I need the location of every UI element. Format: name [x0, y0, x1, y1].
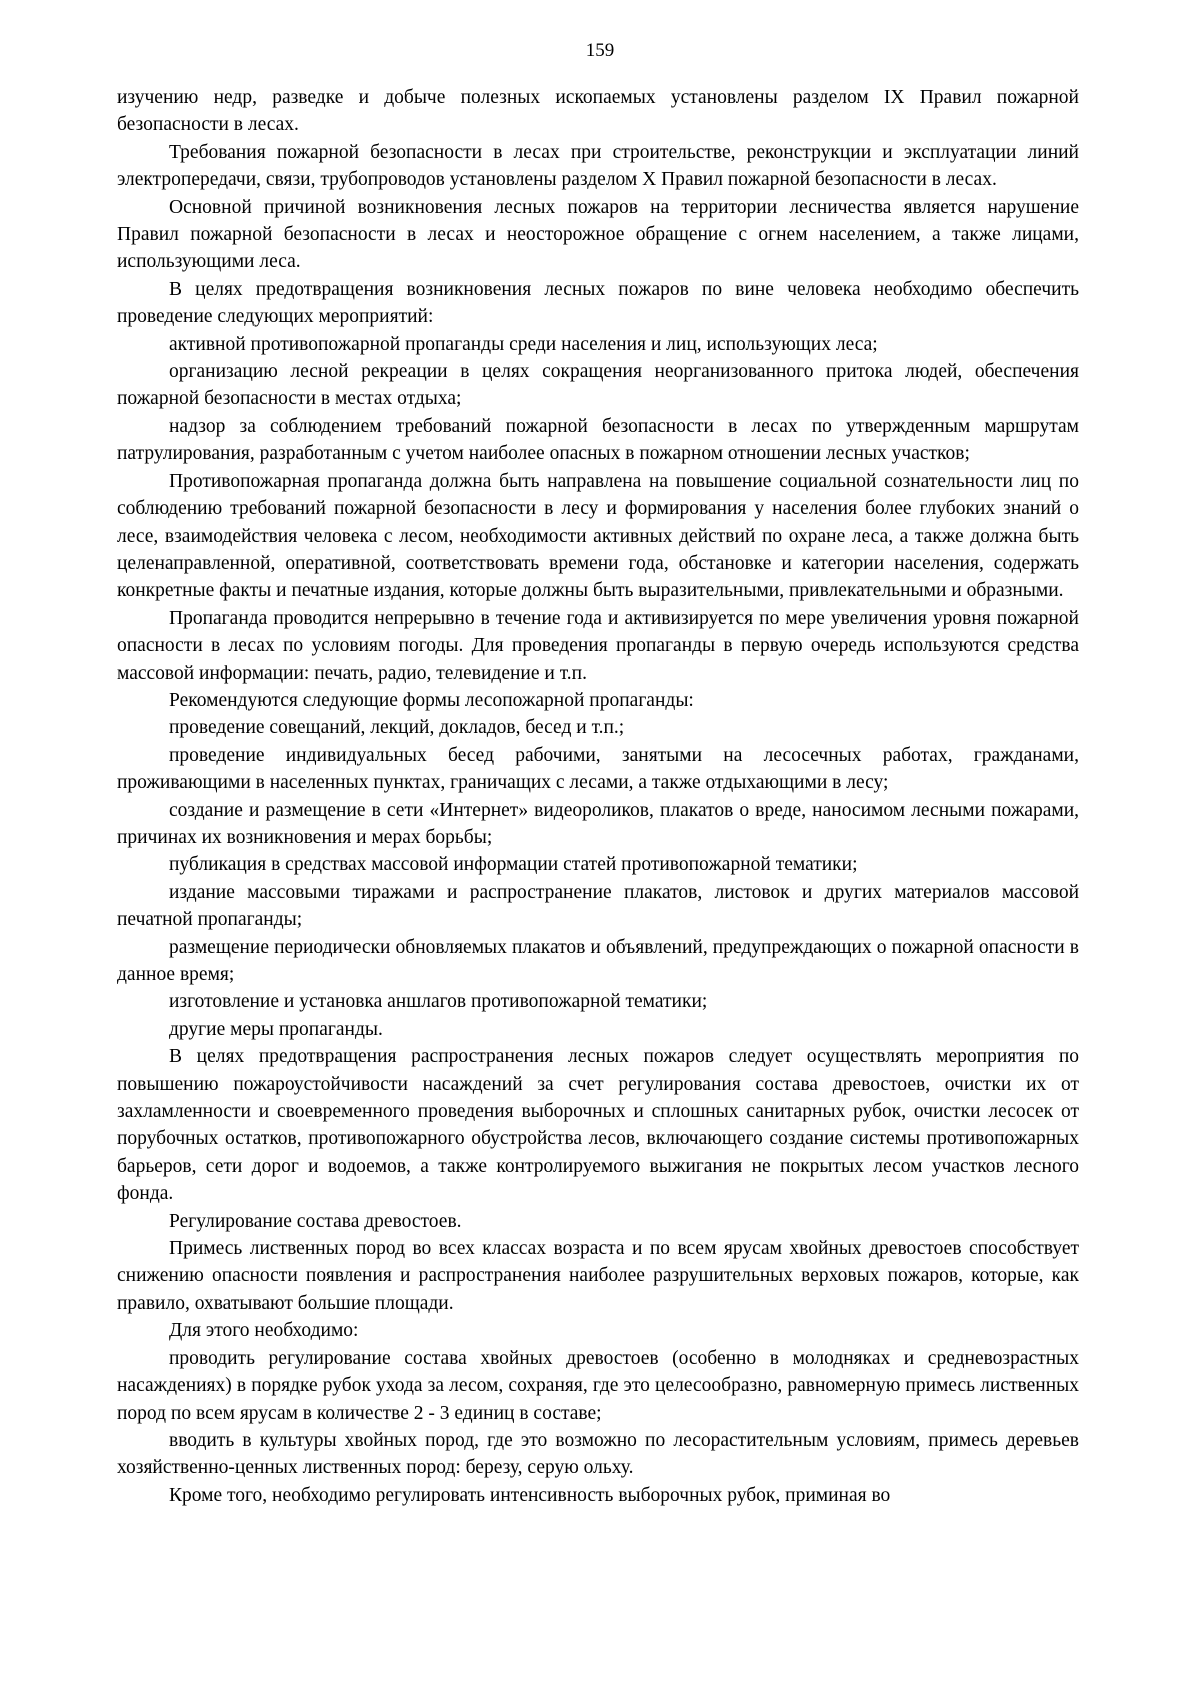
- paragraph-18: другие меры пропаганды.: [169, 1018, 383, 1040]
- paragraph-16: размещение периодически обновляемых плакатов и объявлений, предупреждающих о пожарной опасности в данное время;: [117, 936, 1079, 985]
- paragraph-15: издание массовыми тиражами и распространение плакатов, листовок и других материалов массовой печатной пропаганды;: [117, 881, 1079, 931]
- paragraph-12: проведение индивидуальных бесед рабочими, занятыми на лесосечных работах, гражданами, проживающими в населенных пунктах, граничащих с лесами, а также отдыхающими в лесу;: [117, 744, 1079, 794]
- paragraph-25: Кроме того, необходимо регулировать интенсивность выборочных рубок, приминая во: [169, 1484, 891, 1506]
- paragraph-10: Рекомендуются следующие формы лесопожарной пропаганды:: [169, 689, 694, 711]
- paragraph-6: организацию лесной рекреации в целях сокращения неорганизованного притока людей, обеспечения пожарной безопасности в местах отдыха;: [117, 361, 1079, 410]
- paragraph-4: В целях предотвращения возникновения лесных пожаров по вине человека необходимо обеспечить проведение следующих мероприятий:: [117, 278, 1079, 328]
- paragraph-1: изучению недр, разведке и добыче полезных ископаемых установлены разделом IX Правил пожарной безопасности в лесах.: [117, 87, 1079, 136]
- paragraph-3: Основной причиной возникновения лесных пожаров на территории лесничества является нарушение Правил пожарной безопасности в лесах и неосторожное обращение с огнем населением, а также лицами, использующими леса.: [117, 196, 1079, 273]
- paragraph-22: Для этого необходимо:: [169, 1320, 359, 1342]
- paragraph-19: В целях предотвращения распространения лесных пожаров следует осуществлять мероприятия по повышению пожароустойчивости насаждений за счет регулирования состава древостоев, очистки их от захламленности и своевременного проведения выборочных и сплошных санитарных рубок, очистки лесосек от порубочных остатков, противопожарного обустройства лесов, включающего создание системы противопожарных барьеров, сети дорог и водоемов, а также контролируемого выжигания не покрытых лесом участков лесного фонда.: [117, 1046, 1079, 1205]
- paragraph-23: проводить регулирование состава хвойных древостоев (особенно в молодняках и средневозрастных насаждениях) в порядке рубок ухода за лесом, сохраняя, где это целесообразно, равномерную примесь лиственных пород по всем ярусам в количестве 2 - 3 единиц в составе;: [117, 1347, 1079, 1424]
- paragraph-17: изготовление и установка аншлагов противопожарной тематики;: [169, 991, 708, 1013]
- paragraph-7: надзор за соблюдением требований пожарной безопасности в лесах по утвержденным маршрутам патрулирования, разработанным с учетом наиболее опасных в пожарном отношении лесных участков;: [117, 415, 1079, 465]
- page-number: 159: [585, 40, 615, 61]
- paragraph-14: публикация в средствах массовой информации статей противопожарной тематики;: [169, 854, 858, 876]
- paragraph-20: Регулирование состава древостоев.: [169, 1210, 462, 1232]
- paragraph-2: Требования пожарной безопасности в лесах при строительстве, реконструкции и эксплуатации линий электропередачи, связи, трубопроводов установлены разделом X Правил пожарной безопасности в лесах.: [117, 141, 1079, 191]
- paragraph-9: Пропаганда проводится непрерывно в течение года и активизируется по мере увеличения уровня пожарной опасности в лесах по условиям погоды. Для проведения пропаганды в первую очередь используются средства массовой информации: печать, радио, телевидение и т.п.: [117, 607, 1079, 684]
- paragraph-13: создание и размещение в сети «Интернет» видеороликов, плакатов о вреде, наносимом лесными пожарами, причинах их возникновения и мерах борьбы;: [117, 799, 1079, 848]
- paragraph-5: активной противопожарной пропаганды среди населения и лиц, использующих леса;: [169, 333, 878, 355]
- paragraph-8: Противопожарная пропаганда должна быть направлена на повышение социальной сознательности лиц по соблюдению требований пожарной безопасности в лесу и формирования у населения более глубоких знаний о лесе, взаимодействия человека с лесом, необходимости активных действий по охране леса, а также должна быть целенаправленной, оперативной, соответствовать времени года, обстановке и категории населения, содержать конкретные факты и печатные издания, которые должны быть выразительными, привлекательными и образными.: [117, 470, 1079, 602]
- paragraph-11: проведение совещаний, лекций, докладов, бесед и т.п.;: [169, 717, 625, 739]
- paragraph-24: вводить в культуры хвойных пород, где это возможно по лесорастительным условиям, примесь деревьев хозяйственно-ценных лиственных пород: березу, серую ольху.: [117, 1429, 1079, 1479]
- document-body: [117, 84, 1079, 1509]
- paragraph-21: Примесь лиственных пород во всех классах возраста и по всем ярусам хвойных древостоев способствует снижению опасности появления и распространения наиболее разрушительных верховых пожаров, которые, как правило, охватывают большие площади.: [117, 1238, 1079, 1314]
